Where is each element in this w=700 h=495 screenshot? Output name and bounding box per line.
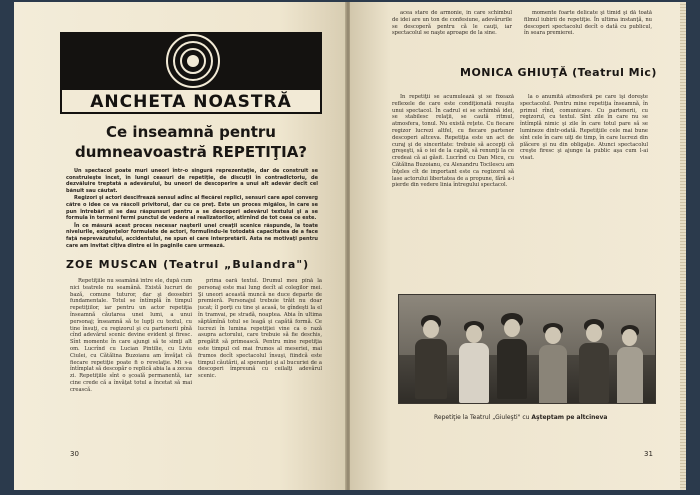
left-page <box>14 2 346 490</box>
body-text: prima oară textul. Drumul meu pînă la personaj este mai lung decît al colegilor mei. Şi uneori această muncă ne duce departe de premieră. Personajul trebuie trăit nu doar jucat; îl porţi cu tine şi acasă, te gîndeşti la el în tramvai, pe stradă, noaptea. Abia în ultima săptămînă totul se leagă şi capătă formă. Ce lucrezi în lumina repetiţiei vine ca o rază asupra actorului, care trebuie să fie deschis, pregătit să primească. Pentru mine repetiţia este timpul cel mai frumos al meseriei, mai frumos decît spectacolul însuşi, fiindcă este timpul căutării, al speranţei şi al bucuriei de a descoperi împreună cu ceilalţi adevărul scenic. <box>198 278 322 380</box>
byline-monica-ghiuta: MONICA GHIUŢĂ (Teatrul Mic) <box>460 66 657 79</box>
body-column-right-top-2 <box>524 10 652 92</box>
body-column-left-2 <box>198 278 322 450</box>
body-text: Repetiţiile nu seamănă între ele, după cum nici teatrele nu seamănă. Există lucruri de bază, comune tuturor, dar şi deosebiri fundamentale. Totul se întîmplă în timpul repetiţiilor, iar pentru un actor repetiţia înseamnă căutarea unei lumi, a unui personaj; înseamnă să te lupţi cu textul, cu tine însuţi, cu regizorul şi cu partenerii pînă cînd adevărul scenic devine evident şi firesc. Sînt momente în care ajungi să te simţi alt om. Lucrînd cu Lucian Pintilie, cu Liviu Ciulei, cu Cătălina Buzoianu am învăţat că fiecare repetiţie poate fi o revelaţie. Mi s-a întîmplat să descopăr o replică abia la a zecea zi. Repetiţiile sînt o şcoală permanentă, iar cine crede că a învăţat totul a încetat să mai crească. <box>70 278 192 393</box>
body-text: acea stare de armonie, în care schimbul de idei are un ton de confesiune, adevărurile se descoperă pentru că le cauţi, iar spectacolul se naşte aproape de la sine. <box>392 10 512 37</box>
body-column-right-top-1 <box>392 10 512 66</box>
article-intro <box>66 168 318 250</box>
body-text: momente foarte delicate şi timid şi dă toată filmul iubirii de repetiţie. În ultima instanţă, nu descoperi spectacolul decît o dată cu publicul, în seara premierei. <box>524 10 652 37</box>
banner-title-bar <box>60 90 322 114</box>
body-text: În repetiţii se acumulează şi se fixează reflexele de care este condiţionată reuşita unui spectacol. În cadrul ei se schimbă idei, se stabilesc relaţii, se caută ritmul, atmosfera, tonul. Nu există reţete. Cu fiecare regizor lucrezi altfel, cu fiecare partener descoperi altceva. Repetiţia este un act de curaj şi de sinceritate: trebuie să accepţi că greşeşti, să o iei de la capăt, să renunţi la ce credeai că ai găsit. Lucrînd cu Dan Micu, cu Cătălina Buzoianu, cu Alexandru Tocilescu am înţeles cît de important este ca regizorul să lase actorului libertatea de a propune, fără a-i pierde din vedere linia întregului spectacol. <box>392 94 514 189</box>
intro-paragraph: În ce măsură acest proces necesar naşterii unei creaţii scenice răspunde, la toate nivelurile, exigenţelor formulate de actori, formulîndu-le totodată capacitatea de a face faţă neprevăzutului, accidentului, ne spun ei care interpretării. Asta ne motivaţi pentru care am invitat cîţiva dintre ei în paginile care urmează. <box>66 222 318 249</box>
banner-logo <box>60 32 322 90</box>
byline-zoe-muscan: ZOE MUSCAN (Teatrul „Bulandra") <box>66 258 310 271</box>
photo-caption <box>434 414 664 422</box>
page-number-left: 30 <box>70 450 79 458</box>
body-column-right-1 <box>392 94 514 292</box>
rehearsal-photo <box>398 294 656 404</box>
magazine-spread <box>14 2 686 490</box>
intro-paragraph: Regizori şi actori descifrează sensul adînc al fiecărei replici, sensuri care apoi converg către o idee ce va răscoli privitorul, dar cu ce preţ. Este un proces migălos, în care se pun întrebări şi se dau răspunsuri pentru a se descoperi adevărul textului şi a se formula în termeni fermi punctul de vedere al realizatorilor, atîrnînd de tot ceea ce este. <box>66 195 318 222</box>
body-column-left-1 <box>70 278 192 450</box>
body-column-right-2 <box>520 94 648 292</box>
article-headline: Ce inseamnă pentru dumneavoastră REPETIŢIA? <box>74 123 308 161</box>
page-edge <box>680 2 686 490</box>
caption-prefix: Repetiţie la Teatrul „Giuleşti" cu <box>434 414 532 421</box>
page-number-right: 31 <box>644 450 653 458</box>
eye-logo-icon <box>166 34 220 88</box>
banner-title: ANCHETA NOASTRĂ <box>90 92 292 112</box>
right-page <box>350 2 686 490</box>
caption-play-title: Aşteptam pe altcineva <box>531 414 608 421</box>
intro-paragraph: Un spectacol poate muri uneori într-o singură reprezentaţie, dar de construit se construieşte încet, în lungi ceasuri de repetiţie, de discuţii în contradictoriu, de dezvăluire treptată a adevărului, bu uneori de descoperire a unui alt adevăr decît cel bănuit sau căutat. <box>66 168 318 194</box>
body-text: la o anumită atmosferă pe care îşi doreşte spectacolul. Pentru mine repetiţia înseamnă, în primul rînd, comunicare. Cu partenerii, cu regizorul, cu textul. Sînt zile în care nu se întîmplă nimic şi zile în care totul pare să se lumineze dintr-odată. Repetiţiile cele mai bune sînt cele în care uiţi de timp, în care lucrezi din plăcere şi nu din obligaţie. Atunci spectacolul creşte firesc şi ajunge la public aşa cum l-ai visat. <box>520 94 648 162</box>
